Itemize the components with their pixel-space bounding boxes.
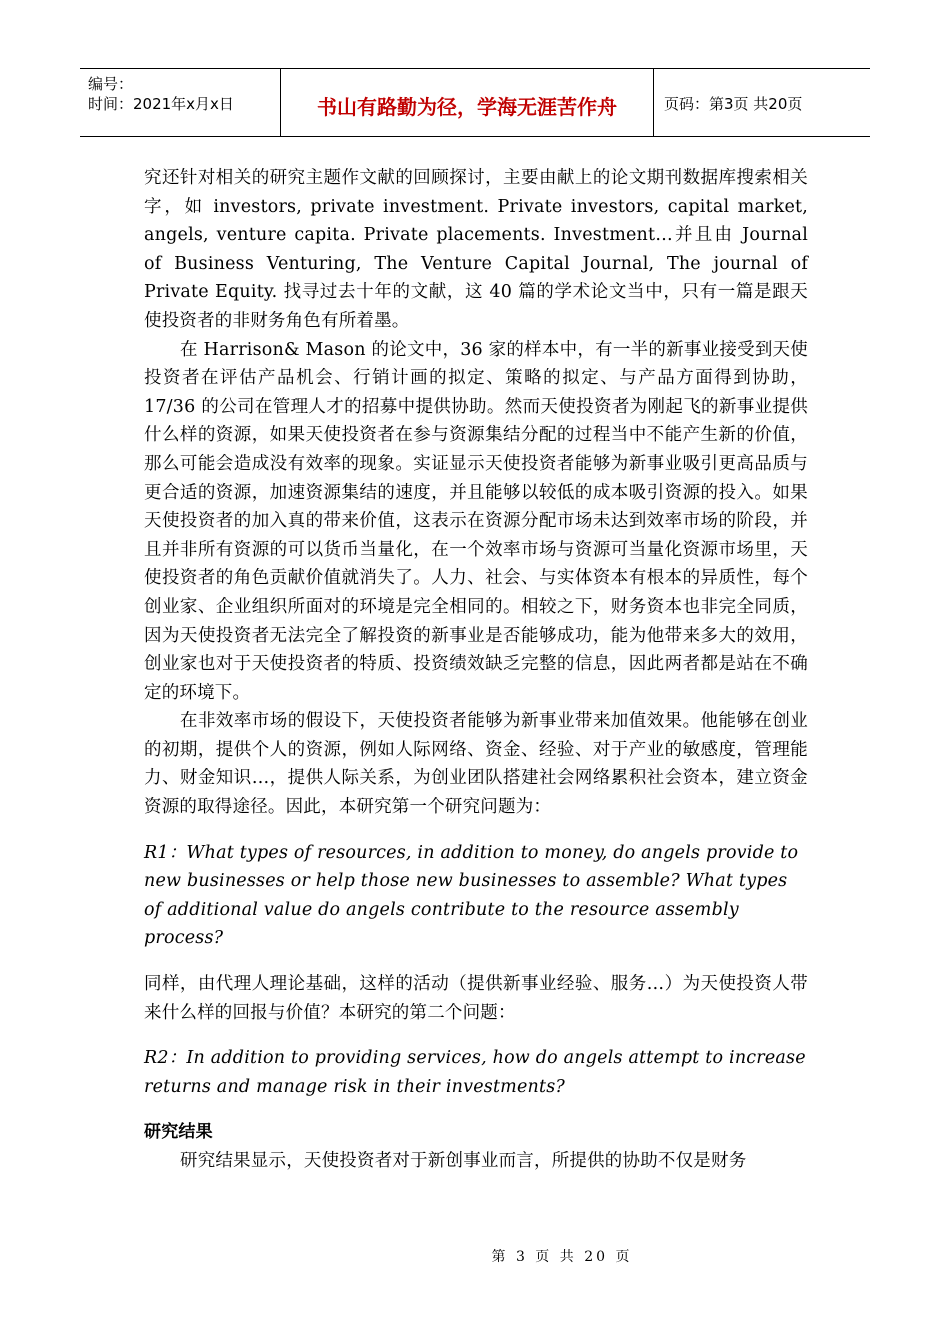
paragraph-results: 研究结果显示，天使投资者对于新创事业而言，所提供的协助不仅是财务 — [180, 1151, 747, 1171]
research-question-r1: R1：What types of resources, in addition to money, do angels provide to new businesses or help those new businesses to assemble? What types of additional value do angels contribute to the resource assembly process? — [144, 842, 799, 949]
research-question-r2: R2：In addition to providing services, how do angels attempt to increase returns and manage risk in their investments? — [144, 1048, 806, 1097]
header-motto: 书山有路勤为径，学海无涯苦作舟 — [281, 69, 654, 136]
header-page-number: 页码：第3页 共20页 — [664, 95, 803, 113]
document-number-label: 编号： — [88, 75, 134, 93]
page-footer: 第 3 页 共 20 页 — [491, 1249, 633, 1265]
document-body — [144, 164, 808, 1176]
header-meta — [80, 69, 281, 136]
section-heading-results: 研究结果 — [144, 1122, 213, 1143]
paragraph-harrison-mason: 在 Harrison& Mason 的论文中，36 家的样本中，有一半的新事业接受到天使投资者在评估产品机会、行销计画的拟定、策略的拟定、与产品方面得到协助，17/36 的公司在管理人才的招募中提供协助。然而天使投资者为刚起飞的新事业提供什么样的资源，如果天使投资者在参与资源集结分配的过程当中不能产生新的价值，那么可能会造成没有效率的现象。实证显示天使投资者能够为新事业吸引更高品质与更合适的资源，加速资源集结的速度，并且能够以较低的成本吸引资源的投入。如果天使投资者的加入真的带来价值，这表示在资源分配市场未达到效率市场的阶段，并且并非所有资源的可以货币当量化，在一个效率市场与资源可当量化资源市场里，天使投资者的角色贡献价值就消失了。人力、社会、与实体资本有根本的异质性，每个创业家、企业组织所面对的环境是完全相同的。相较之下，财务资本也非完全同质，因为天使投资者无法完全了解投资的新事业是否能够成功，能为他带来多大的效用，创业家也对于天使投资者的特质、投资绩效缺乏完整的信息，因此两者都是站在不确定的环境下。 — [144, 339, 808, 703]
page-header — [80, 68, 870, 137]
paragraph-inefficient-market: 在非效率市场的假设下，天使投资者能够为新事业带来加值效果。他能够在创业的初期，提供个人的资源，例如人际网络、资金、经验、对于产业的敏感度，管理能力、财金知识…，提供人际关系，为创业团队搭建社会网络累积社会资本，建立资金资源的取得途径。因此，本研究第一个研究问题为： — [144, 711, 808, 818]
paragraph-agency-theory: 同样，由代理人理论基础，这样的活动（提供新事业经验、服务…）为天使投资人带来什么样的回报与价值？本研究的第二个问题： — [144, 974, 808, 1023]
paragraph-literature-review: 究还针对相关的研究主题作文献的回顾探讨，主要由献上的论文期刊数据库搜索相关字，如 investors, private investment. Private investors, capital market, angels, venture capita. Private placements. Investment…并且由 Journal of Business Venturing, The Venture Capital Journal, The journal of Private Equity. 找寻过去十年的文献，这 40 篇的学术论文当中，只有一篇是跟天使投资者的非财务角色有所着墨。 — [144, 168, 808, 331]
document-date-label: 时间：2021年x月x日 — [88, 95, 234, 113]
